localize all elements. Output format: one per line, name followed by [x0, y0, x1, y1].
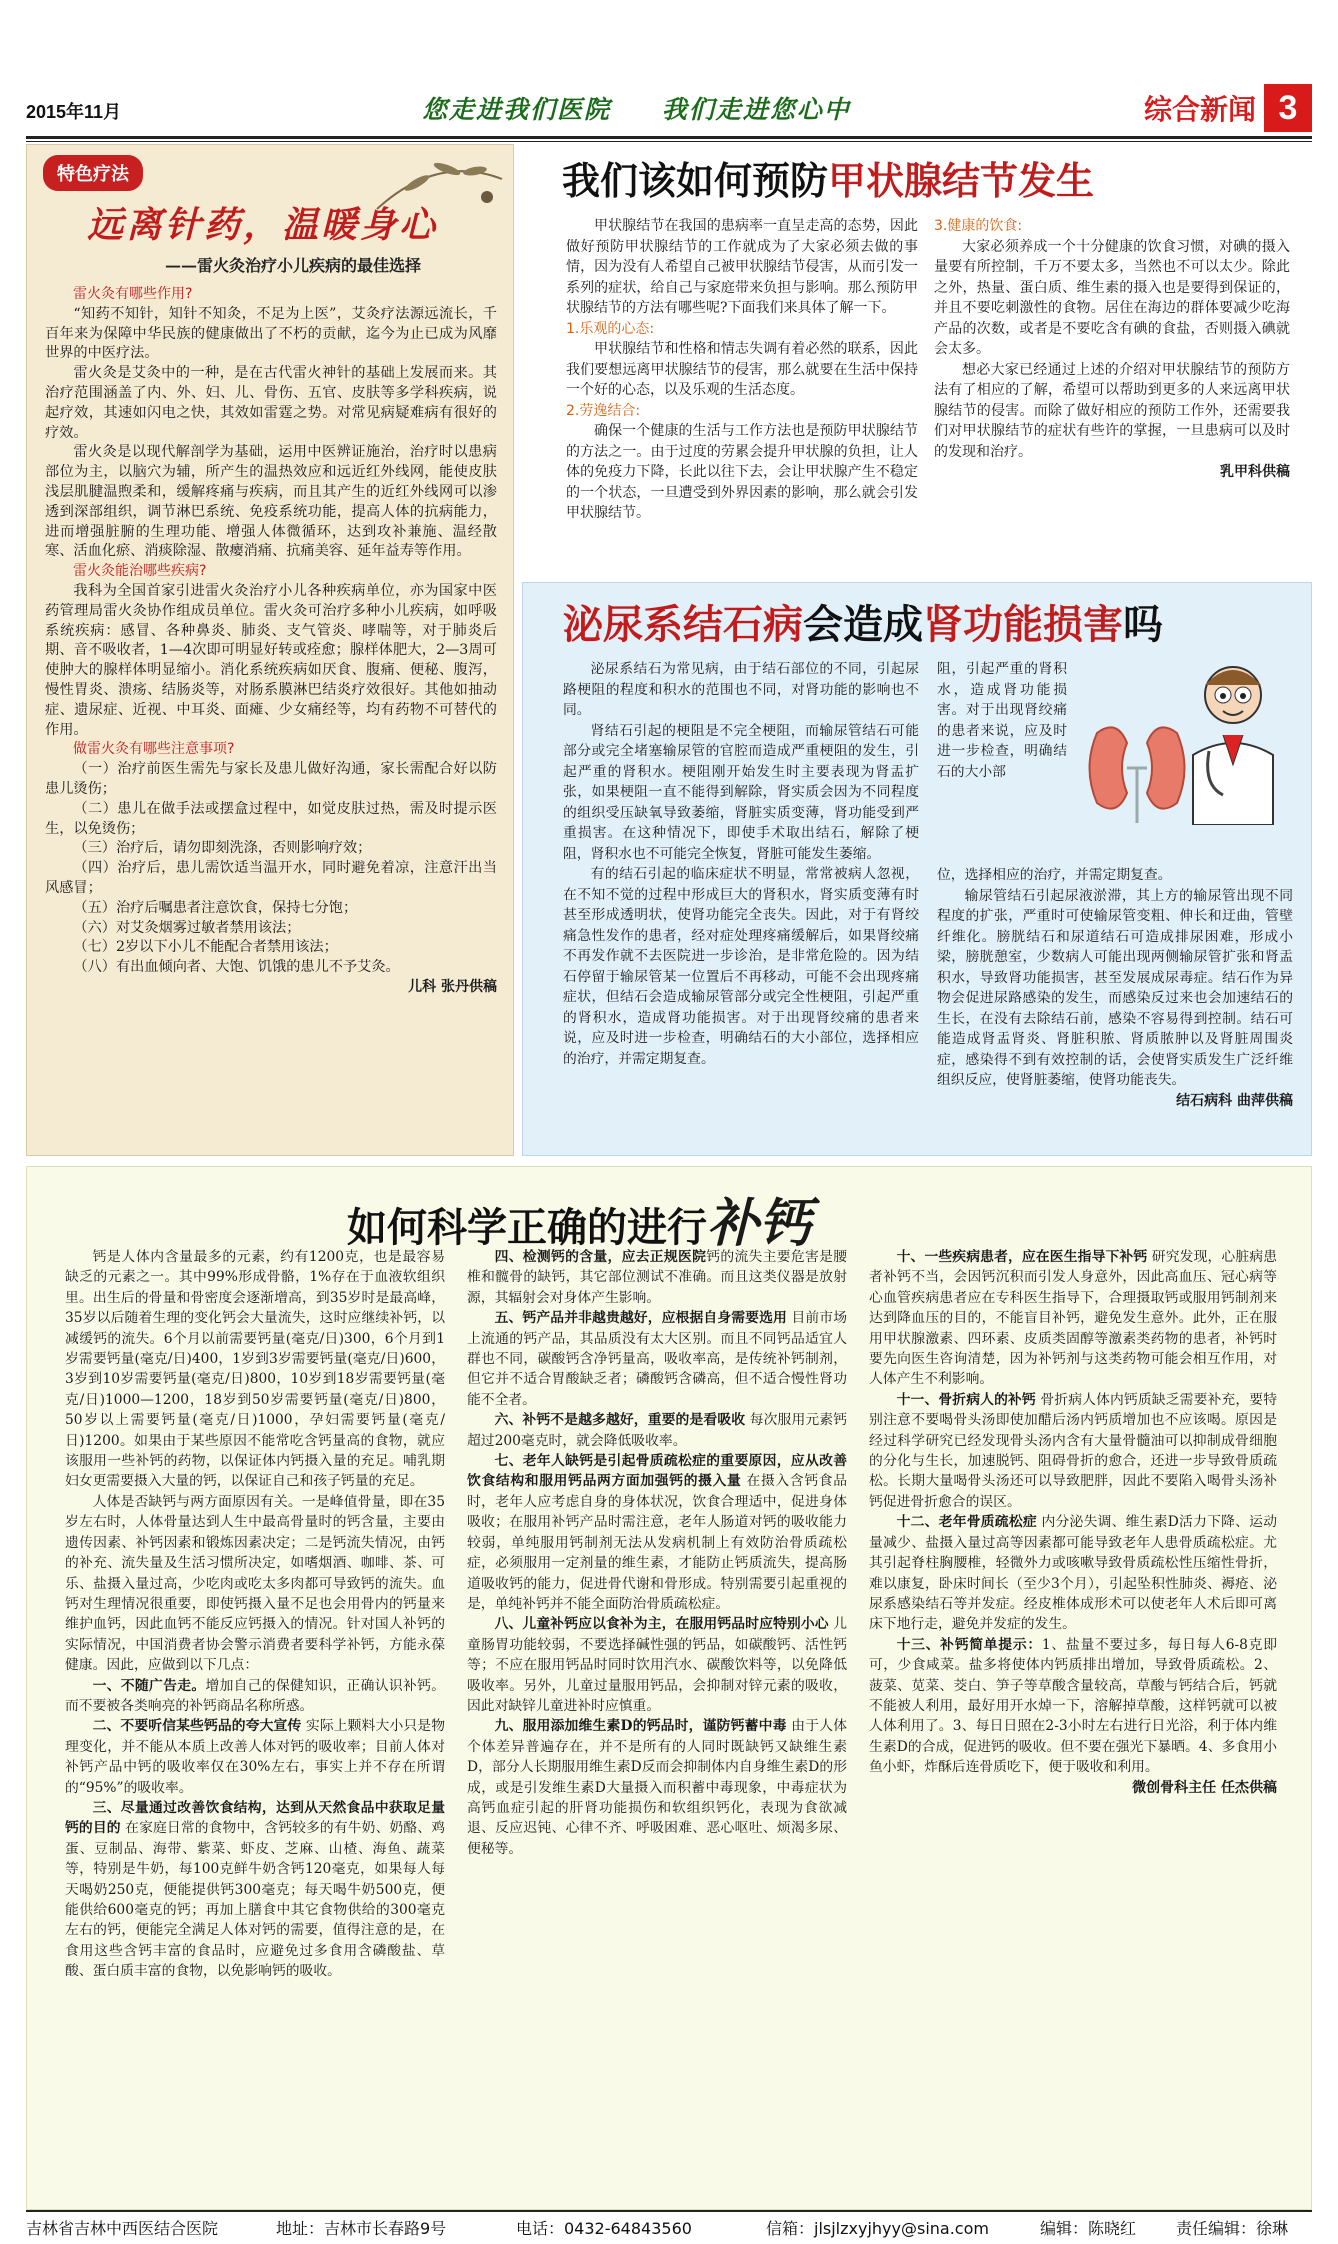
paragraph: 钙是人体内含量最多的元素，约有1200克，也是最容易缺乏的元素之一。其中99%形成骨骼，1%存在于血液软组织里。出生后的骨量和骨密度会逐渐增高，到35岁时是最高峰，35岁以后随着生理的变化钙会大量流失，这时应继续补钙，以减缓钙的流失。6个月以前需要钙量(毫克/日)300，6个月到1岁需要钙量(毫克/日)400，1岁到3岁需要钙量(毫克/日)600，3岁到10岁需要钙量(毫克/日)800，10岁到18岁需要钙量(毫克/日)1000—1200，18岁到50岁需要钙量(毫克/日)800，50岁以上需要钙量(毫克/日)1000，孕妇需要钙量(毫克/日)1200。如果由于某些原因不能常吃含钙量高的食物，就应该服用一些补钙的药物，以保证体内钙摄入量的充足。哺乳期妇女更需要摄入大量的钙，以保证自己和孩子钙量的充足。 [65, 1249, 445, 1490]
section-heading: 1.乐观的心态: [566, 320, 655, 337]
note-item: （六）对艾灸烟雾过敏者禁用该法； [73, 919, 301, 936]
paragraph: 确保一个健康的生活与工作方法也是预防甲状腺结节的方法之一。由于过度的劳累会提升甲状腺的负担，让人体的免疫力下降，长此以往下去，会让甲状腺产生不稳定的一个状态，一旦遭受到外界因素的影响，那么就会引发甲状腺结节。 [566, 423, 918, 521]
point-body: 在摄入含钙食品时，老年人应考虑自身的身体状况，饮食合理适中，促进身体吸收；在服用补钙产品时需注意，老年人肠道对钙的吸收能力较弱，单纯服用钙制剂无法从发病机制上有效防治骨质疏松症，必须服用一定剂量的维生素，才能防止钙质流失，提高肠道吸收钙的能力，促进骨代谢和骨形成。特别需要引起重视的是，单纯补钙并不能全面防治骨质疏松症。 [467, 1473, 848, 1612]
point-body: 在家庭日常的食物中，含钙较多的有牛奶、奶酪、鸡蛋、豆制品、海带、紫菜、虾皮、芝麻、山楂、海鱼、蔬菜等，特别是牛奶，每100克鲜牛奶含钙120毫克，如果每人每天喝奶250克，便能提供钙300毫克；每天喝牛奶500克，便能供给600毫克的钙；再加上膳食中其它食物供给的300毫克左右的钙，便能完全满足人体对钙的需要，值得注意的是，在食用这些含钙丰富的食品时，应避免过多食用含磷酸盐、草酸、蛋白质丰富的食物，以免影响钙的吸收。 [65, 1820, 446, 1980]
paragraph: “知药不知针，知针不知灸，不足为上医”，艾灸疗法源远流长，千百年来为保障中华民族的健康做出了不朽的贡献，迄今为止已成为风靡世界的中医疗法。 [45, 305, 497, 362]
feature-badge: 特色疗法 [43, 155, 143, 191]
point-body: 由于人体个体差异普遍存在，并不是所有的人同时既缺钙又缺维生素D，部分人长期服用维生素D反而会抑制体内自身维生素D的形成，或是引发维生素D大量摄入而积蓄中毒现象，中毒症状为高钙血症引起的肝肾功能损伤和软组织钙化，表现为食欲减退、反应迟钝、心律不齐、呼吸困难、恶心呕吐、烦渴多尿、便秘等。 [467, 1718, 848, 1857]
paragraph: 我科为全国首家引进雷火灸治疗小儿各种疾病单位，亦为国家中医药管理局雷火灸协作组成员单位。雷火灸可治疗多种小儿疾病，如呼吸系统疾病：感冒、各种鼻炎、肺炎、支气管炎、哮喘等，对于肺炎后期、音不吸收者，1—4次即可明显好转或痊愈；腺样体肥大，2—3周可使肿大的腺样体明显缩小。消化系统疾病如厌食、腹痛、便秘、腹泻，慢性胃炎、溃疡、结肠炎等，对肠系膜淋巴结炎疗效很好。其他如抽动症、遗尿症、近视、中耳炎、面瘫、少女痛经等，均有药物不可替代的作用。 [45, 582, 497, 738]
title-highlight: 补钙 [707, 1193, 812, 1254]
header-slogan: 您走进我们医院 我们走进您心中 [422, 95, 851, 124]
paragraph: 雷火灸是以现代解剖学为基础，运用中医辨证施治，治疗时以患病部位为主，以脑穴为辅，所产生的温热效应和远近红外线网，能使皮肤浅层肌腱温煦柔和，缓解疼痛与疾病，而且其产生的近红外线网可以渗透到深部组织，调节淋巴系统、免疫系统功能，提高人体的抗病能力，进而增强脏腑的生理功能、增强人体微循环，达到攻补兼施、温经散寒、活血化瘀、消痰除湿、散瘿消痛、抗痛美容、延年益寿等作用。 [45, 444, 497, 560]
article-body [45, 285, 497, 998]
point-body: 内分泌失调、维生素D活力下降、运动量减少、盐摄入量过高等因素都可能导致老年人患骨质疏松症。尤其引起脊柱胸腰椎，轻微外力或咳嗽导致骨质疏松性压缩性骨折，难以康复，卧床时间长（至少3个月），引起坠积性肺炎、褥疮、泌尿系感染结石等并发症。经皮椎体成形术可以使老年人术后即可离床下地行走，避免并发症的发生。 [869, 1514, 1278, 1633]
article-subtitle: ——雷火灸治疗小儿疾病的最佳选择 [165, 256, 422, 275]
moxibustion-article [26, 144, 514, 1156]
point-body: 骨折病人体内钙质缺乏需要补充，要特别注意不要喝骨头汤即使加醋后汤内钙质增加也不应该喝。原因是经过科学研究已经发现骨头汤内含有大量骨髓油可以抑制成骨细胞的分化与生长，加速脱钙、阻碍骨折的愈合，还进一步导致骨质疏松。长期大量喝骨头汤还可以导致肥胖，因此不要陷入喝骨头汤补钙促进骨折愈合的误区。 [869, 1391, 1277, 1510]
point-heading: 九、服用添加维生素D的钙品时，谨防钙蓄中毒 [494, 1718, 787, 1735]
point-heading: 十、一些疾病患者，应在医生指导下补钙 [896, 1249, 1148, 1265]
point-heading: 七、老年人缺钙是引起骨质疏松症的重要原因，应从改善饮食结构和服用钙品两方面加强钙的摄入量 [467, 1453, 847, 1490]
point-heading: 五、钙产品并非越贵越好，应根据自身需要选用 [494, 1310, 787, 1327]
point-heading: 一、不随广告走。 [92, 1677, 206, 1694]
calcium-article [26, 1166, 1312, 2210]
section-heading: 做雷火灸有哪些注意事项? [73, 741, 235, 758]
article-column-2 [937, 865, 1293, 1111]
paragraph: 泌尿系结石为常见病，由于结石部位的不同，引起尿路梗阻的程度和积水的范围也不同，对肾功能的影响也不同。 [563, 661, 919, 718]
paragraph: 甲状腺结节在我国的患病率一直呈走高的态势，因此做好预防甲状腺结节的工作就成为了大家必须去做的事情，因为没有人希望自己被甲状腺结节侵害，从而引发一系列的症状，给自己与家庭带来负担与影响。那么预防甲状腺结节的方法有哪些呢?下面我们来具体了解一下。 [566, 218, 918, 316]
author-signature: 儿科 张丹供稿 [408, 978, 497, 995]
paragraph: 有的结石引起的临床症状不明显，常常被病人忽视，在不知不觉的过程中形成巨大的肾积水，肾实质变薄有时甚至形成透明状，使肾功能完全丧失。因此，对于有肾绞痛急性发作的患者，经对症处理疼痛缓解后，如果肾绞痛不再发作就不去医院进一步诊治，是非常危险的。因为结石停留于输尿管某一位置后不再移动，可能不会出现疼痛症状，但结石会造成输尿管部分或完全性梗阻，引起严重的肾积水，造成肾功能损害。对于出现肾绞痛的患者来说，应及时进一步检查，明确结石的大小部位，选择相应的治疗，并需定期复查。 [563, 866, 919, 1067]
note-item: （四）治疗后，患儿需饮适当温开水，同时避免着凉，注意汗出当风感冒； [45, 860, 497, 896]
article-column-2a [937, 659, 1067, 782]
section-heading: 3.健康的饮食: [934, 218, 1023, 234]
section-heading: 雷火灸能治哪些疾病? [73, 563, 207, 580]
footer-hospital: 吉林省吉林中西医结合医院 [26, 2219, 219, 2238]
point-body: 1、盐量不要过多，每日每人6-8克即可，少食咸菜。盐多将使体内钙质排出增加，导致骨质疏松。2、菠菜、苋菜、茭白、笋子等草酸含量较高，草酸与钙结合后，钙就不能被人利用，最好用开水焯一下，溶解掉草酸，这样钙就可以被人体利用了。3、每日日照在2-3小时左右进行日光浴，利于体内维生素D的合成，促进钙的吸收。但不要在强光下暴晒。4、多食用小鱼小虾，炸酥后连骨质吃下，便于吸收和利用。 [869, 1636, 1277, 1776]
point-heading: 四、检测钙的含量，应去正规医院 [494, 1249, 707, 1265]
point-heading: 六、补钙不是越多越好，重要的是看吸收 [494, 1412, 746, 1429]
article-title [562, 150, 1094, 205]
paragraph: 输尿管结石引起尿液淤滞，其上方的输尿管出现不同程度的扩张，严重时可使输尿管变粗、伸长和迂曲，管壁纤维化。膀胱结石和尿道结石可造成排尿困难，形成小梁，膀胱憩室，少数病人可能出现两侧输尿管扩张和肾盂积水，导致肾功能损害，甚至发展成尿毒症。结石作为异物会促进尿路感染的发生，而感染反过来也会加速结石的生长，在没有去除结石前，感染不容易得到控制。结石可能造成肾盂肾炎、肾脏积脓、肾质脓肿以及肾脏周围炎症，感染得不到有效控制的话，会使肾实质发生广泛纤维组织反应，使肾脏萎缩，使肾功能丧失。 [937, 887, 1293, 1088]
paragraph: 肾结石引起的梗阻是不完全梗阻，而输尿管结石可能部分或完全堵塞输尿管的官腔而造成严重梗阻的发生，引起严重的肾积水。梗阻刚开始发生时主要表现为肾盂扩张，如果梗阻一直不能得到解除，肾实质会因为不同程度的组织受压缺氧导致萎缩，肾脏实质变薄，肾功能受到严重损害。在这种情况下，即使手术取出结石，解除了梗阻，肾积水也不可能完全恢复，肾脏可能发生萎缩。 [563, 722, 919, 862]
title-part: 会造成 [803, 602, 923, 648]
article-column-2 [934, 216, 1290, 483]
point-body: 儿童肠胃功能较弱，不要选择碱性强的钙品，如碳酸钙、活性钙等；不应在服用钙品时同时饮用汽水、碳酸饮料等，以免降低吸收率。另外，儿童过量服用钙品，会抑制对锌元素的吸收，因此对缺锌儿童进补时应慎重。 [467, 1616, 847, 1714]
footer-editor: 编辑：陈晓红 [1040, 2219, 1137, 2238]
article-title: 远离针药，温暖身心 [87, 204, 439, 246]
point-body: 目前市场上流通的钙产品，其品质没有太大区别。而且不同钙品适宜人群也不同，碳酸钙含净钙量高，吸收率高，是传统补钙制剂，但它并不适合胃酸缺乏者；磷酸钙含磷高，但不适合慢性肾功能不全者。 [467, 1310, 848, 1408]
point-body: 增加自己的保健知识，正确认识补钙。而不要被各类响亮的补钙商品名称所惑。 [65, 1677, 446, 1714]
article-title [347, 1181, 811, 1256]
author-signature: 微创骨科主任 任杰供稿 [1132, 1779, 1277, 1796]
article-column-2 [467, 1247, 847, 1859]
note-item: （三）治疗后，请勿即刻洗涤，否则影响疗效； [73, 840, 372, 857]
title-highlight: 肾功能损害 [923, 602, 1123, 648]
paragraph-wrap: 阻，引起严重的肾积水，造成肾功能损害。对于出现肾绞痛的患者来说，应及时进一步检查，明确结石的大小部 [937, 661, 1067, 780]
note-item: （一）治疗前医生需先与家长及患儿做好沟通，家长需配合好以防患儿烫伤； [45, 761, 497, 797]
paragraph: 甲状腺结节和性格和情志失调有着必然的联系，因此我们要想远离甲状腺结节的侵害，那么就要在生活中保持一个好的心态，以及乐观的生活态度。 [566, 341, 918, 398]
point-heading: 二、不要听信某些钙品的夸大宣传 [92, 1718, 302, 1735]
paragraph: 大家必须养成一个十分健康的饮食习惯，对碘的摄入量要有所控制，千万不要太多，当然也不可以太少。除此之外，热量、蛋白质、维生素的摄入也是要得到保证的，并且不要吃刺激性的食物。居住在海边的群体要减少吃海产品的次数，或者是不要吃含有碘的食盐，否则摄入碘就会太多。 [934, 238, 1290, 357]
footer-chief-editor: 责任编辑：徐琳 [1176, 2219, 1289, 2238]
page-number: 3 [1264, 84, 1312, 132]
point-body: 钙的流失主要危害是腰椎和髋骨的缺钙，其它部位测试不准确。而且这类仪器是放射源，其辐射会对身体产生影响。 [467, 1249, 848, 1306]
article-column-1 [566, 216, 918, 524]
paragraph: 雷火灸是艾灸中的一种，是在古代雷火神针的基础上发展而来。其治疗范围涵盖了内、外、妇、儿、骨伤、五官、皮肤等多学科疾病，说起疗效，其速如闪电之快，其效如雷霆之势。对常见病疑难病有很好的疗效。 [45, 365, 497, 441]
paragraph-wrap: 位，选择相应的治疗，并需定期复查。 [937, 867, 1172, 883]
point-heading: 十二、老年骨质疏松症 [896, 1514, 1037, 1531]
article-column-1 [65, 1247, 445, 1982]
footer-address: 地址：吉林市长春路9号 [276, 2219, 447, 2238]
point-heading: 八、儿童补钙应以食补为主，在服用钙品时应特别小心 [494, 1616, 829, 1633]
point-heading: 十一、骨折病人的补钙 [896, 1391, 1036, 1408]
author-signature: 结石病科 曲萍供稿 [1176, 1092, 1293, 1109]
title-highlight: 甲状腺结节发生 [828, 159, 1095, 203]
article-column-1 [563, 659, 919, 1069]
article-column-3 [869, 1247, 1277, 1798]
footer-email: 信箱：jlsjlzxyjhyy@sina.com [766, 2219, 989, 2238]
point-heading: 十三、补钙简单提示： [896, 1636, 1042, 1653]
point-body: 研究发现，心脏病患者补钙不当，会因钙沉积而引发人身意外，因此高血压、冠心病等心血管疾病患者应在专科医生指导下，合理摄取钙或服用钙制剂来达到降血压的目的，不能盲目补钙，避免发生意外。此外，正在服用甲状腺激素、四环素、皮质类固醇等激素类药物的患者，补钙时要先向医生咨询清楚，因为补钙剂与这类药物可能会相互作用，对人体产生不利影响。 [869, 1249, 1278, 1388]
title-part: 如何科学正确的进行 [347, 1205, 707, 1251]
footer-rule [26, 2210, 1312, 2212]
point-heading: 三、尽量通过改善饮食结构，达到从天然食品中获取足量钙的目的 [65, 1799, 445, 1837]
title-part: 吗 [1123, 602, 1163, 648]
title-part: 我们该如何预防 [562, 159, 829, 203]
point-body: 每次服用元素钙超过200毫克时，就会降低吸收率。 [467, 1412, 848, 1449]
section-heading: 雷火灸有哪些作用? [73, 286, 193, 302]
author-signature: 乳甲科供稿 [1220, 464, 1290, 480]
issue-date: 2015年11月 [26, 102, 122, 122]
section-heading: 2.劳逸结合: [566, 402, 641, 419]
section-title: 综合新闻 [1143, 93, 1256, 126]
kidney-icon [1077, 713, 1197, 823]
paragraph: 人体是否缺钙与两方面原因有关。一是峰值骨量，即在35岁左右时，人体骨量达到人生中最高骨量时的钙含量，主要由遗传因素、补钙因素和锻炼因素决定；二是钙流失情况，由钙的补充、流失量及生活习惯所决定，如嗜烟酒、咖啡、茶、可乐、盐摄入量过高，少吃肉或吃太多肉都可导致钙的流失。血钙对生理情况很重要，即使钙摄入量不足也会用骨内的钙量来维护血钙，因此血钙不能反应钙摄入的情况。针对国人补钙的实际情况，中国消费者协会警示消费者要科学补钙，方能永葆健康。因此，应做到以下几点： [65, 1493, 445, 1674]
thyroid-article [522, 144, 1312, 572]
paragraph: 想必大家已经通过上述的介绍对甲状腺结节的预防方法有了相应的了解，希望可以帮助到更多的人来远离甲状腺结节的侵害。而除了做好相应的预防工作外，还需要我们对甲状腺结节的症状有些许的掌握，一旦患病可以及时的发现和治疗。 [934, 361, 1290, 460]
note-item: （五）治疗后嘱患者注意饮食，保持七分饱； [73, 899, 358, 916]
footer-phone: 电话：0432-64843560 [516, 2219, 692, 2238]
note-item: （二）患儿在做手法或摆盒过程中，如觉皮肤过热，需及时提示医生，以免烫伤； [45, 800, 497, 837]
title-highlight: 泌尿系结石病 [563, 602, 803, 648]
urolithiasis-article [522, 582, 1312, 1156]
note-item: （七）2岁以下小儿不能配合者禁用该法； [73, 939, 338, 956]
article-title [563, 593, 1163, 650]
point-body: 实际上颗料大小只是物理变化，并不能从本质上改善人体对钙的吸收率；目前人体对补钙产品中钙的吸收率仅在30%左右，事实上并不存在所谓的“95%”的吸收率。 [65, 1718, 446, 1796]
note-item: （八）有出血倾向者、大饱、饥饿的患儿不予艾灸。 [73, 959, 400, 976]
header-rule [26, 136, 1312, 142]
page-header [26, 84, 1312, 132]
